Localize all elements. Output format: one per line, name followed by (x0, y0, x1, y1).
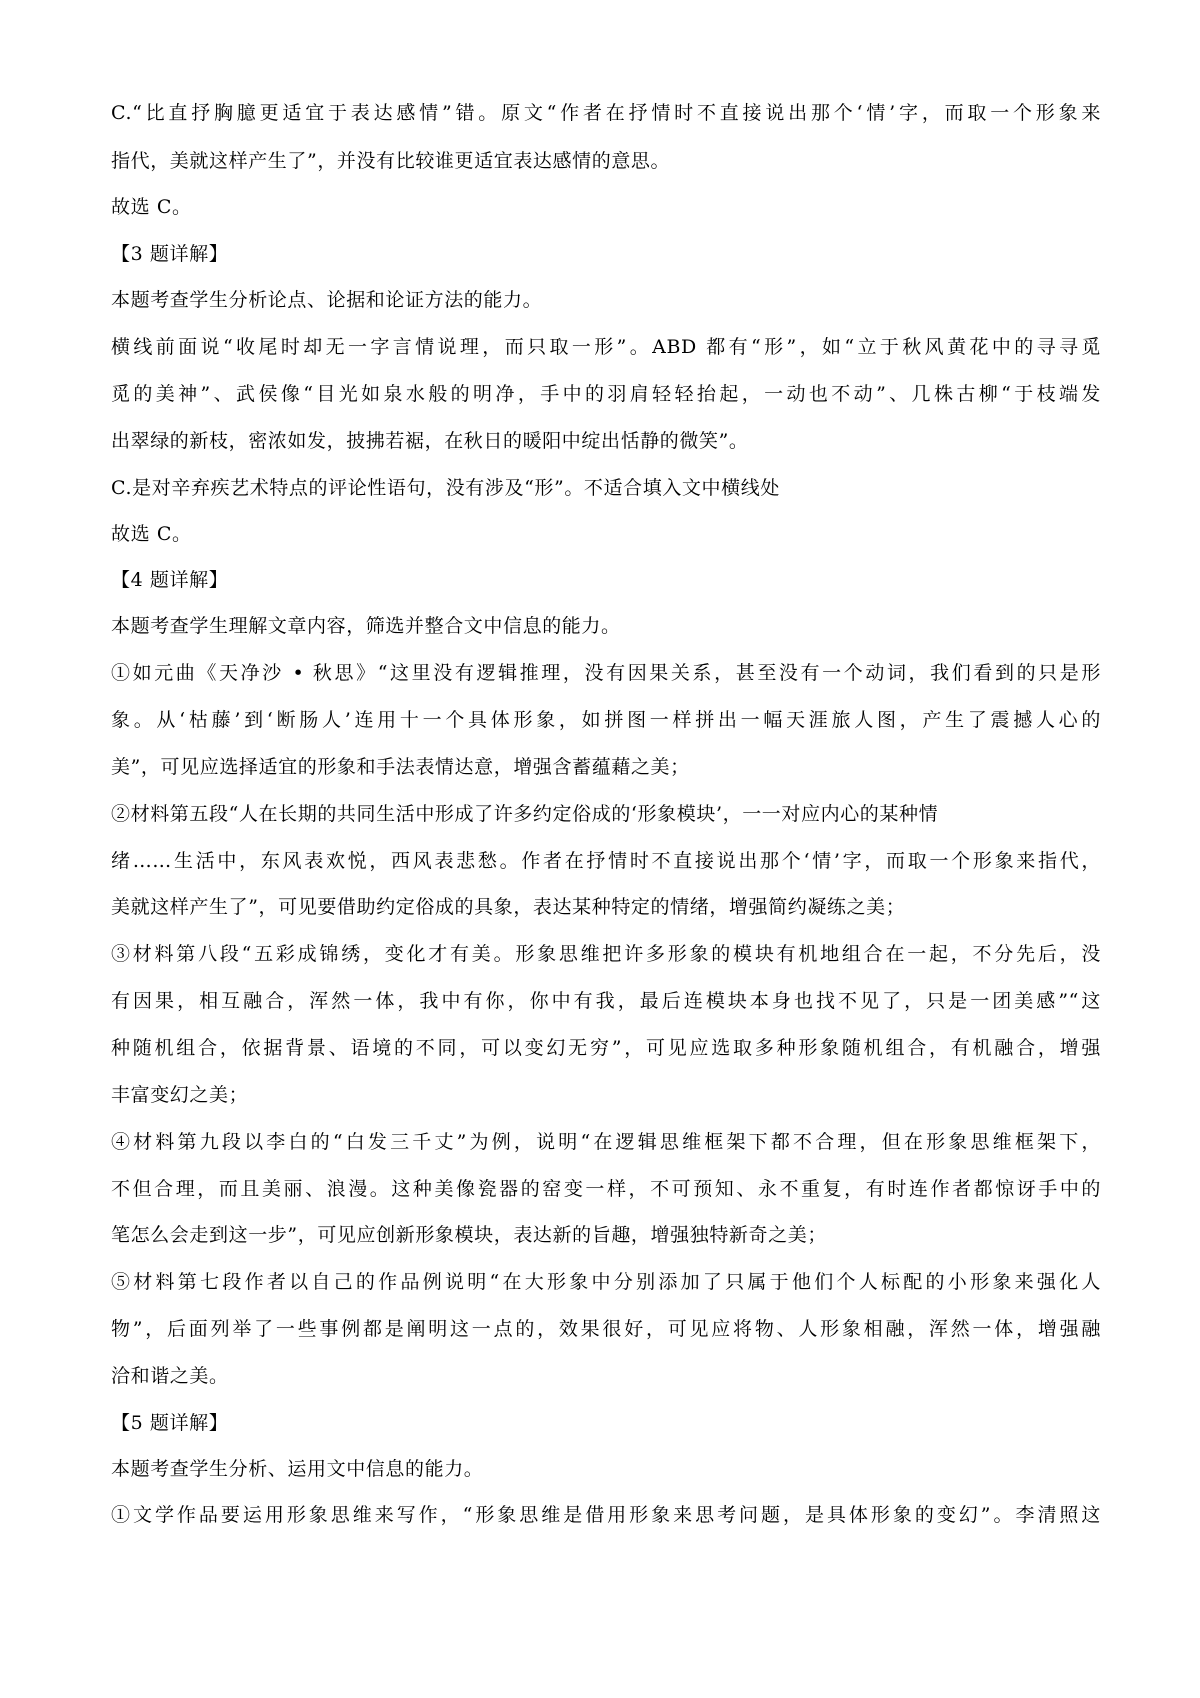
text-line: 笔怎么会走到这一步”，可见应创新形象模块，表达新的旨趣，增强独特新奇之美； (111, 1224, 827, 1246)
text-line: 种随机组合，依据背景、语境的不同，可以变幻无穷”，可见应选取多种形象随机组合，有机融合，增强 (111, 1037, 1101, 1059)
text-line: 丰富变幻之美； (111, 1084, 249, 1106)
text-line: 有因果，相互融合，浑然一体，我中有你，你中有我，最后连模块本身也找不见了，只是一团美感”“这 (111, 990, 1101, 1012)
text-line: 觅的美神”、武侯像“目光如泉水般的明净，手中的羽肩轻轻抬起，一动也不动”、几株古柳“于枝端发 (111, 383, 1101, 405)
text-line: 美”，可见应选择适宜的形象和手法表情达意，增强含蓄蕴藉之美； (111, 756, 690, 778)
text-line: 洽和谐之美。 (111, 1365, 229, 1387)
text-line: ③材料第八段“五彩成锦绣，变化才有美。形象思维把许多形象的模块有机地组合在一起，不分先后，没 (111, 943, 1101, 965)
text-line: 指代，美就这样产生了”，并没有比较谁更适宜表达感情的意思。 (111, 150, 671, 172)
text-line: 故选 C。 (111, 196, 192, 218)
text-line: 本题考查学生理解文章内容，筛选并整合文中信息的能力。 (111, 615, 621, 637)
text-line: ②材料第五段“人在长期的共同生活中形成了许多约定俗成的‘形象模块’，一一对应内心的某种情 (111, 803, 939, 825)
section-heading: 【5 题详解】 (111, 1412, 229, 1434)
text-line: 美就这样产生了”，可见要借助约定俗成的具象，表达某种特定的情绪，增强简约凝练之美； (111, 896, 906, 918)
text-line: ①文学作品要运用形象思维来写作，“形象思维是借用形象来思考问题，是具体形象的变幻”。李清照这 (111, 1504, 1101, 1526)
text-line: ④材料第九段以李白的“白发三千丈”为例，说明“在逻辑思维框架下都不合理，但在形象思维框架下， (111, 1131, 1101, 1153)
text-line: 绪……生活中，东风表欢悦，西风表悲愁。作者在抒情时不直接说出那个‘情’字，而取一个形象来指代， (111, 850, 1101, 872)
text-line: 不但合理，而且美丽、浪漫。这种美像瓷器的窑变一样，不可预知、永不重复，有时连作者都惊讶手中的 (111, 1178, 1101, 1200)
text-line: 本题考查学生分析论点、论据和论证方法的能力。 (111, 289, 543, 311)
text-line: ①如元曲《天净沙 • 秋思》“这里没有逻辑推理，没有因果关系，甚至没有一个动词，我们看到的只是形 (111, 662, 1101, 684)
text-line: C.是对辛弃疾艺术特点的评论性语句，没有涉及“形”。不适合填入文中横线处 (111, 477, 780, 499)
section-heading: 【4 题详解】 (111, 569, 229, 591)
section-heading: 【3 题详解】 (111, 243, 229, 265)
text-line: C.“比直抒胸臆更适宜于表达感情”错。原文“作者在抒情时不直接说出那个‘情’字，而取一个形象来 (111, 102, 1101, 124)
text-line: 物”，后面列举了一些事例都是阐明这一点的，效果很好，可见应将物、人形象相融，浑然一体，增强融 (111, 1318, 1101, 1340)
text-line: 本题考查学生分析、运用文中信息的能力。 (111, 1458, 484, 1480)
text-line: 故选 C。 (111, 523, 192, 545)
text-line: 横线前面说“收尾时却无一字言情说理，而只取一形”。ABD 都有“形”，如“立于秋风黄花中的寻寻觅 (111, 336, 1101, 358)
text-line: ⑤材料第七段作者以自己的作品例说明“在大形象中分别添加了只属于他们个人标配的小形象来强化人 (111, 1271, 1101, 1293)
text-line: 象。从‘枯藤’到‘断肠人’连用十一个具体形象，如拼图一样拼出一幅天涯旅人图，产生了震撼人心的 (111, 709, 1101, 731)
text-line: 出翠绿的新枝，密浓如发，披拂若裾，在秋日的暖阳中绽出恬静的微笑”。 (111, 430, 749, 452)
